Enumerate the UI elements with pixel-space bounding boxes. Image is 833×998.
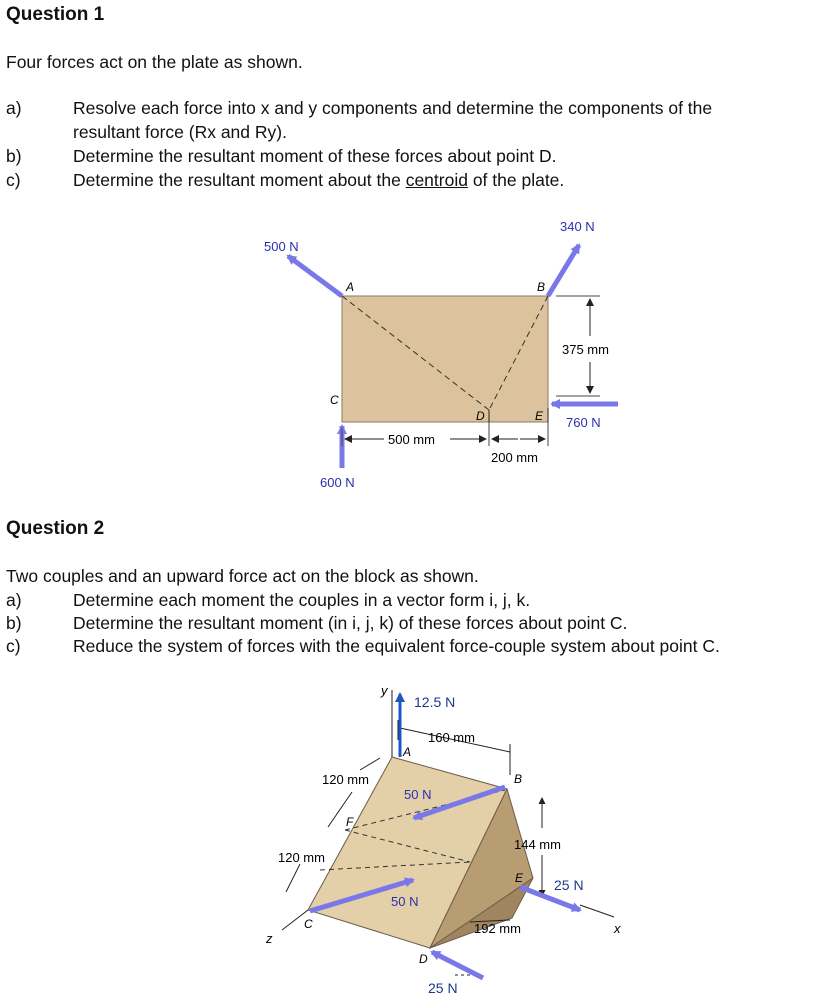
force-25-right-label: 25 N [554, 877, 584, 893]
point-e-q2: E [515, 871, 524, 885]
force-50-upper-label: 50 N [404, 787, 432, 802]
force-500-label: 500 N [264, 239, 299, 254]
force-760-label: 760 N [566, 415, 601, 430]
point-d-q2: D [419, 952, 428, 966]
dim-192-label: 192 mm [474, 921, 521, 936]
dim-120a-label: 120 mm [322, 772, 369, 787]
q1-item-c-before: Determine the resultant moment about the [73, 170, 406, 190]
q1-item-c-after: of the plate. [467, 170, 565, 190]
q1-intro: Four forces act on the plate as shown. [6, 52, 303, 72]
axis-x-label: x [614, 921, 621, 936]
q1-item-a-line1: Resolve each force into x and y components and determine the components of the [73, 98, 713, 118]
q2-intro: Two couples and an upward force act on the block as shown. [6, 566, 479, 586]
dim-375-label: 375 mm [562, 342, 609, 357]
dim-160-label: 160 mm [428, 730, 475, 745]
q2-item-b-text: Determine the resultant moment (in i, j, k) of these forces about point C. [73, 613, 628, 633]
dim-500-label: 500 mm [388, 432, 435, 447]
dim-144-label: 144 mm [514, 837, 561, 852]
q2-item-b-label: b) [6, 613, 22, 633]
q1-item-c-underlined: centroid [405, 170, 468, 190]
point-c: C [330, 393, 339, 407]
dim-120a-tick [360, 758, 380, 770]
q2-item-c-label: c) [6, 636, 21, 656]
point-c-q2: C [304, 917, 313, 931]
q1-item-b-label: b) [6, 146, 22, 166]
q2-heading: Question 2 [6, 518, 105, 539]
dim-120b-label: 120 mm [278, 850, 325, 865]
q2-item-c-text: Reduce the system of forces with the equivalent force-couple system about point C. [73, 636, 720, 656]
force-50-lower-label: 50 N [391, 894, 419, 909]
axis-y-label: y [381, 683, 388, 698]
q1-item-a-label: a) [6, 98, 22, 118]
force-25-bottom-arrow [432, 952, 483, 978]
q2-item-a-label: a) [6, 590, 22, 610]
force-340-label: 340 N [560, 219, 595, 234]
q1-item-c-label: c) [6, 170, 21, 190]
dim-200-label: 200 mm [491, 450, 538, 465]
force-12.5-label: 12.5 N [414, 694, 456, 710]
q1-item-a-line2: resultant force (Rx and Ry). [73, 122, 287, 142]
point-a-q2: A [403, 745, 412, 759]
axis-x [580, 905, 614, 917]
force-25-bottom-label: 25 N [428, 980, 458, 996]
point-a: A [346, 280, 355, 294]
force-600-label: 600 N [320, 475, 355, 490]
q2-item-a-text: Determine each moment the couples in a vector form i, j, k. [73, 590, 531, 610]
q1-item-b-text: Determine the resultant moment of these forces about point D. [73, 146, 557, 166]
point-e: E [535, 409, 544, 423]
point-f-q2: F [346, 815, 354, 829]
point-d: D [476, 409, 485, 423]
axis-z-label: z [266, 931, 273, 946]
dim-120b-line [286, 864, 300, 892]
point-b: B [537, 280, 546, 294]
q1-heading: Question 1 [6, 4, 105, 25]
point-b-q2: B [514, 772, 523, 786]
